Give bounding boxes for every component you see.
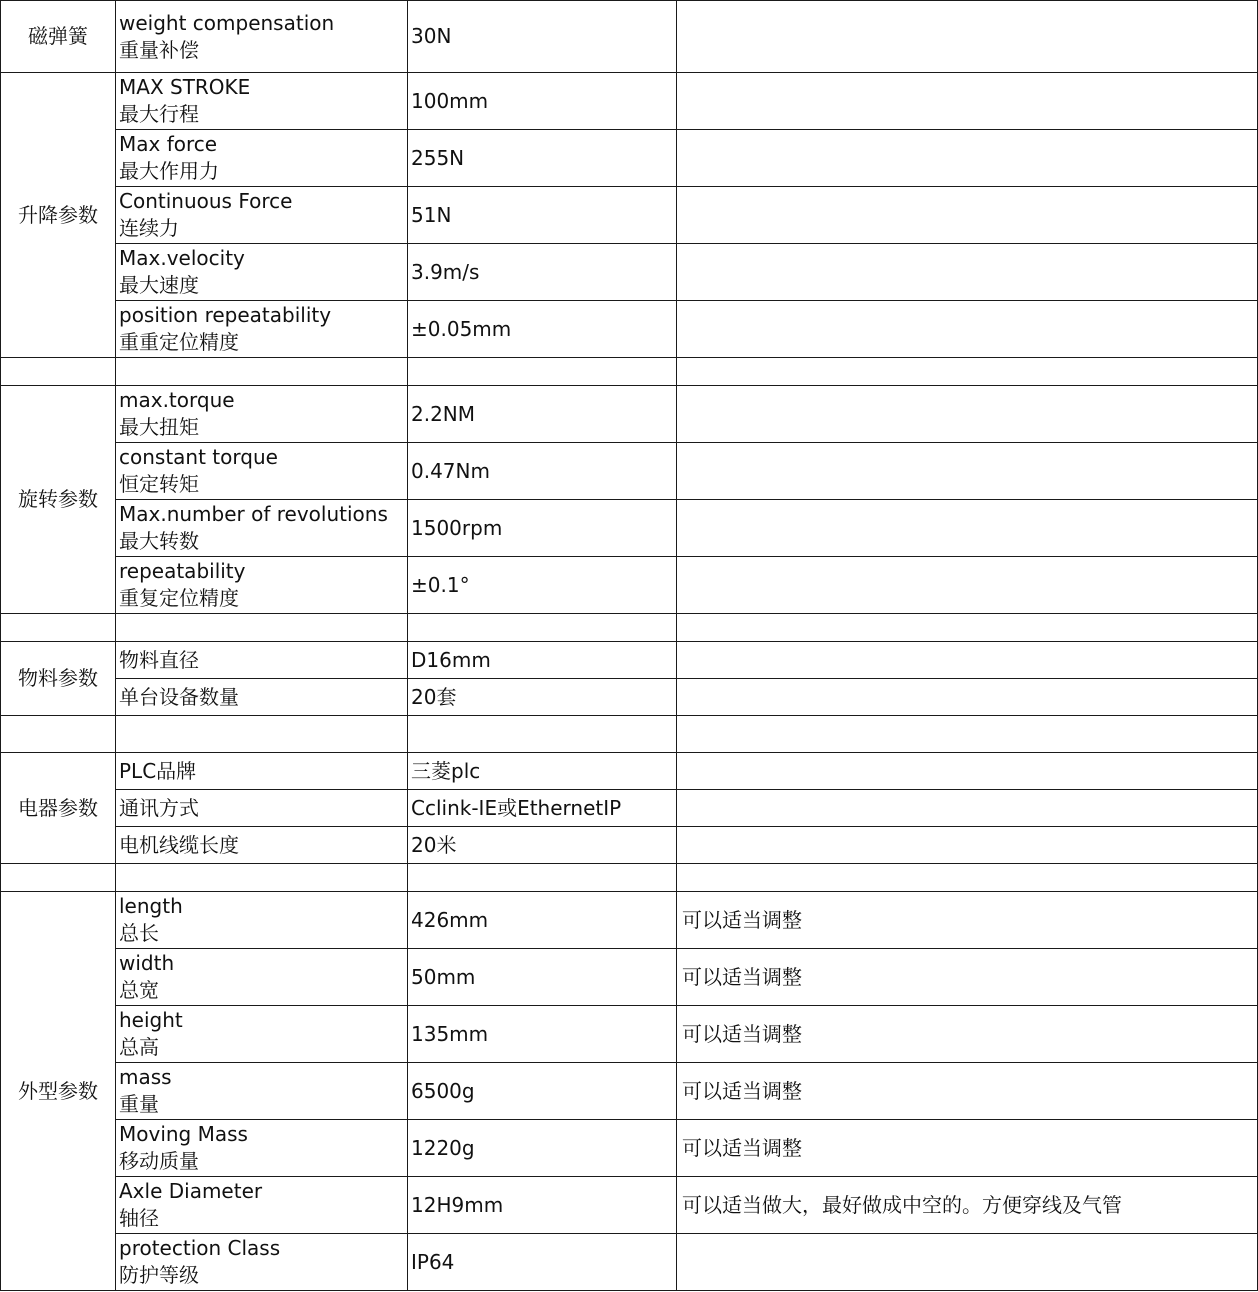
param-zh: 连续力 <box>119 216 179 240</box>
param-cell <box>116 1006 408 1063</box>
empty-cell <box>408 614 677 642</box>
param-cell <box>116 1 408 73</box>
param-zh: 恒定转矩 <box>119 472 199 496</box>
category-cell: 物料参数 <box>1 642 116 716</box>
note-cell: 可以适当调整 <box>677 949 1258 1006</box>
param-cell <box>116 386 408 443</box>
param-zh: 电机线缆长度 <box>119 832 239 857</box>
note-cell: 可以适当做大，最好做成中空的。方便穿线及气管 <box>677 1177 1258 1234</box>
empty-cell <box>116 614 408 642</box>
note-cell <box>677 753 1258 790</box>
param-cell <box>116 73 408 130</box>
param-cell <box>116 679 408 716</box>
table-row <box>1 73 1258 130</box>
spacer-row <box>1 864 1258 892</box>
param-cell <box>116 1177 408 1234</box>
value-cell: 100mm <box>408 73 677 130</box>
empty-cell <box>1 358 116 386</box>
category-cell: 电器参数 <box>1 753 116 864</box>
empty-cell <box>677 716 1258 753</box>
param-cell <box>116 949 408 1006</box>
param-en: position repeatability <box>119 303 332 327</box>
value-cell: 51N <box>408 187 677 244</box>
param-cell <box>116 500 408 557</box>
value-cell: 12H9mm <box>408 1177 677 1234</box>
param-zh: 单台设备数量 <box>119 684 239 709</box>
value-cell: 3.9m/s <box>408 244 677 301</box>
category-cell: 磁弹簧 <box>1 1 116 73</box>
value-cell: 426mm <box>408 892 677 949</box>
empty-cell <box>408 358 677 386</box>
value-cell: IP64 <box>408 1234 677 1291</box>
empty-cell <box>677 614 1258 642</box>
note-cell <box>677 187 1258 244</box>
param-en: Continuous Force <box>119 189 293 213</box>
category-cell: 旋转参数 <box>1 386 116 614</box>
param-zh: 重重定位精度 <box>119 330 239 354</box>
empty-cell <box>677 358 1258 386</box>
param-cell <box>116 642 408 679</box>
param-cell <box>116 753 408 790</box>
note-cell <box>677 790 1258 827</box>
value-cell: 20套 <box>408 679 677 716</box>
value-cell: 20米 <box>408 827 677 864</box>
note-cell <box>677 679 1258 716</box>
note-cell <box>677 1234 1258 1291</box>
param-cell <box>116 1234 408 1291</box>
param-en: mass <box>119 1065 172 1089</box>
param-en: repeatability <box>119 559 246 583</box>
note-cell: 可以适当调整 <box>677 1063 1258 1120</box>
param-zh: 物料直径 <box>119 647 199 672</box>
empty-cell <box>116 864 408 892</box>
param-zh: 移动质量 <box>119 1149 199 1173</box>
param-cell <box>116 443 408 500</box>
empty-cell <box>677 864 1258 892</box>
table-row <box>1 827 1258 864</box>
table-row <box>1 1063 1258 1120</box>
param-en: Axle Diameter <box>119 1179 263 1203</box>
empty-cell <box>1 614 116 642</box>
param-cell <box>116 790 408 827</box>
param-zh: PLC品牌 <box>119 758 197 783</box>
param-en: MAX STROKE <box>119 75 251 99</box>
note-cell <box>677 443 1258 500</box>
param-zh: 重复定位精度 <box>119 586 239 610</box>
param-en: max.torque <box>119 388 235 412</box>
spacer-row <box>1 716 1258 753</box>
spacer-row <box>1 614 1258 642</box>
table-row <box>1 557 1258 614</box>
table-row <box>1 500 1258 557</box>
param-zh: 重量 <box>119 1092 159 1116</box>
param-en: Max.number of revolutions <box>119 502 388 526</box>
table-row <box>1 443 1258 500</box>
param-zh: 最大作用力 <box>119 159 219 183</box>
param-zh: 总长 <box>119 921 159 945</box>
param-zh: 防护等级 <box>119 1263 199 1287</box>
note-cell <box>677 73 1258 130</box>
param-en: height <box>119 1008 183 1032</box>
value-cell: 255N <box>408 130 677 187</box>
table-row <box>1 187 1258 244</box>
value-cell: 三菱plc <box>408 753 677 790</box>
value-cell: D16mm <box>408 642 677 679</box>
param-en: constant torque <box>119 445 278 469</box>
value-cell: ±0.1° <box>408 557 677 614</box>
param-en: Max.velocity <box>119 246 245 270</box>
empty-cell <box>408 716 677 753</box>
param-en: weight compensation <box>119 10 335 35</box>
param-en: protection Class <box>119 1236 281 1260</box>
param-zh: 轴径 <box>119 1206 159 1230</box>
param-zh: 重量补偿 <box>119 37 199 62</box>
empty-cell <box>116 358 408 386</box>
note-cell <box>677 642 1258 679</box>
param-cell <box>116 1063 408 1120</box>
param-en: length <box>119 894 183 918</box>
note-cell <box>677 130 1258 187</box>
note-cell <box>677 827 1258 864</box>
table-row <box>1 753 1258 790</box>
value-cell: 0.47Nm <box>408 443 677 500</box>
param-cell <box>116 1120 408 1177</box>
table-row <box>1 1006 1258 1063</box>
value-cell: 1220g <box>408 1120 677 1177</box>
table-row <box>1 130 1258 187</box>
note-cell: 可以适当调整 <box>677 892 1258 949</box>
table-row <box>1 790 1258 827</box>
table-row <box>1 1120 1258 1177</box>
note-cell <box>677 301 1258 358</box>
table-row <box>1 1234 1258 1291</box>
value-cell: 50mm <box>408 949 677 1006</box>
table-row <box>1 386 1258 443</box>
value-cell: 6500g <box>408 1063 677 1120</box>
param-en: Max force <box>119 132 218 156</box>
param-zh: 总宽 <box>119 978 159 1002</box>
param-cell <box>116 827 408 864</box>
spacer-row <box>1 358 1258 386</box>
note-cell: 可以适当调整 <box>677 1006 1258 1063</box>
param-cell <box>116 244 408 301</box>
value-cell: 30N <box>408 1 677 73</box>
table-row <box>1 1177 1258 1234</box>
value-cell: Cclink-IE或EthernetIP <box>408 790 677 827</box>
note-cell <box>677 557 1258 614</box>
param-cell <box>116 892 408 949</box>
note-cell <box>677 244 1258 301</box>
param-zh: 最大速度 <box>119 273 199 297</box>
table-row <box>1 244 1258 301</box>
table-row <box>1 642 1258 679</box>
note-cell: 可以适当调整 <box>677 1120 1258 1177</box>
param-cell <box>116 301 408 358</box>
empty-cell <box>116 716 408 753</box>
param-cell <box>116 187 408 244</box>
value-cell: 135mm <box>408 1006 677 1063</box>
note-cell <box>677 386 1258 443</box>
table-row <box>1 1 1258 73</box>
empty-cell <box>1 716 116 753</box>
param-zh: 最大行程 <box>119 102 199 126</box>
param-en: width <box>119 951 175 975</box>
value-cell: 1500rpm <box>408 500 677 557</box>
table-row <box>1 679 1258 716</box>
param-zh: 最大扭矩 <box>119 415 199 439</box>
param-zh: 通讯方式 <box>119 795 199 820</box>
value-cell: 2.2NM <box>408 386 677 443</box>
param-zh: 总高 <box>119 1035 159 1059</box>
empty-cell <box>1 864 116 892</box>
table-row <box>1 892 1258 949</box>
category-cell: 升降参数 <box>1 73 116 358</box>
param-cell <box>116 557 408 614</box>
table-row <box>1 301 1258 358</box>
note-cell <box>677 1 1258 73</box>
param-zh: 最大转数 <box>119 529 199 553</box>
category-cell: 外型参数 <box>1 892 116 1291</box>
param-cell <box>116 130 408 187</box>
empty-cell <box>408 864 677 892</box>
param-en: Moving Mass <box>119 1122 248 1146</box>
table-row <box>1 949 1258 1006</box>
note-cell <box>677 500 1258 557</box>
value-cell: ±0.05mm <box>408 301 677 358</box>
